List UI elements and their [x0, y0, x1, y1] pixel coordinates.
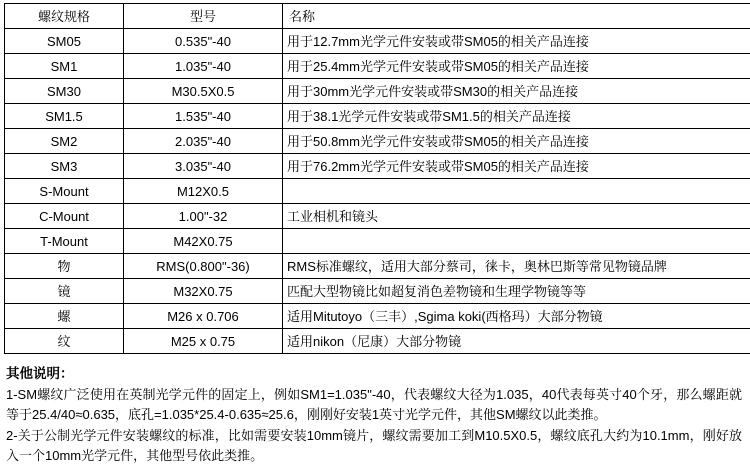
cell-name: 工业相机和镜头 [283, 204, 750, 229]
notes-section [6, 364, 742, 465]
cell-spec: SM3 [5, 154, 124, 179]
cell-model: M30.5X0.5 [124, 79, 283, 104]
table-row [5, 29, 750, 54]
note-paragraph-2: 2-关于公制光学元件安装螺纹的标准，比如需要安装10mm镜片，螺纹需要加工到M10.5X0.5，螺纹底孔大约为10.1mm，刚好放入一个10mm光学元件，其他型号依此类推。 [6, 426, 742, 465]
cell-name: 用于38.1光学元件安装或带SM1.5的相关产品连接 [283, 104, 750, 129]
table-row [5, 304, 750, 329]
cell-spec: SM30 [5, 79, 124, 104]
table-row [5, 179, 750, 204]
cell-model: M12X0.5 [124, 179, 283, 204]
note-paragraph-1: 1-SM螺纹广泛使用在英制光学元件的固定上，例如SM1=1.035"-40，代表螺纹大径为1.035，40代表每英寸40个牙，那么螺距就等于25.4/40≈0.635，底孔=1.035*25.4-0.635≈25.6，刚刚好安装1英寸光学元件，其他SM螺纹以此类推。 [6, 385, 742, 424]
table-row [5, 279, 750, 304]
column-header-model: 型号 [124, 4, 283, 29]
cell-model: 1.00"-32 [124, 204, 283, 229]
cell-spec: S-Mount [5, 179, 124, 204]
table-row [5, 329, 750, 354]
cell-spec: T-Mount [5, 229, 124, 254]
notes-title: 其他说明： [6, 364, 742, 383]
cell-spec: SM05 [5, 29, 124, 54]
table-row [5, 104, 750, 129]
cell-name: 用于25.4mm光学元件安装或带SM05的相关产品连接 [283, 54, 750, 79]
cell-model: 0.535"-40 [124, 29, 283, 54]
cell-model: 3.035"-40 [124, 154, 283, 179]
table-row [5, 129, 750, 154]
cell-spec: SM1 [5, 54, 124, 79]
cell-model: 1.535"-40 [124, 104, 283, 129]
cell-spec: C-Mount [5, 204, 124, 229]
table-row [5, 79, 750, 104]
cell-name: 匹配大型物镜比如超复消色差物镜和生理学物镜等等 [283, 279, 750, 304]
cell-spec: SM2 [5, 129, 124, 154]
column-header-spec: 螺纹规格 [5, 4, 124, 29]
table-row [5, 154, 750, 179]
table-row [5, 254, 750, 279]
cell-model: M42X0.75 [124, 229, 283, 254]
cell-spec: 物 [5, 254, 124, 279]
cell-spec: SM1.5 [5, 104, 124, 129]
table-header-row [5, 4, 750, 29]
cell-name: 适用nikon（尼康）大部分物镜 [283, 329, 750, 354]
cell-spec: 螺 [5, 304, 124, 329]
table-row [5, 229, 750, 254]
cell-name: 用于12.7mm光学元件安装或带SM05的相关产品连接 [283, 29, 750, 54]
document-page [0, 3, 750, 427]
cell-model: M26 x 0.706 [124, 304, 283, 329]
cell-model: M32X0.75 [124, 279, 283, 304]
column-header-name: 名称 [283, 4, 750, 29]
cell-name: 用于30mm光学元件安装或带SM30的相关产品连接 [283, 79, 750, 104]
cell-spec: 纹 [5, 329, 124, 354]
table-row [5, 204, 750, 229]
cell-name [283, 179, 750, 204]
cell-name: RMS标准螺纹，适用大部分蔡司，徕卡，奥林巴斯等常见物镜品牌 [283, 254, 750, 279]
cell-name: 用于76.2mm光学元件安装或带SM05的相关产品连接 [283, 154, 750, 179]
cell-model: 2.035"-40 [124, 129, 283, 154]
cell-model: RMS(0.800"-36) [124, 254, 283, 279]
cell-name: 适用Mitutoyo（三丰）,Sgima koki(西格玛）大部分物镜 [283, 304, 750, 329]
cell-model: M25 x 0.75 [124, 329, 283, 354]
cell-spec: 镜 [5, 279, 124, 304]
cell-model: 1.035"-40 [124, 54, 283, 79]
cell-name: 用于50.8mm光学元件安装或带SM05的相关产品连接 [283, 129, 750, 154]
table-row [5, 54, 750, 79]
cell-name [283, 229, 750, 254]
thread-spec-table [4, 3, 750, 354]
